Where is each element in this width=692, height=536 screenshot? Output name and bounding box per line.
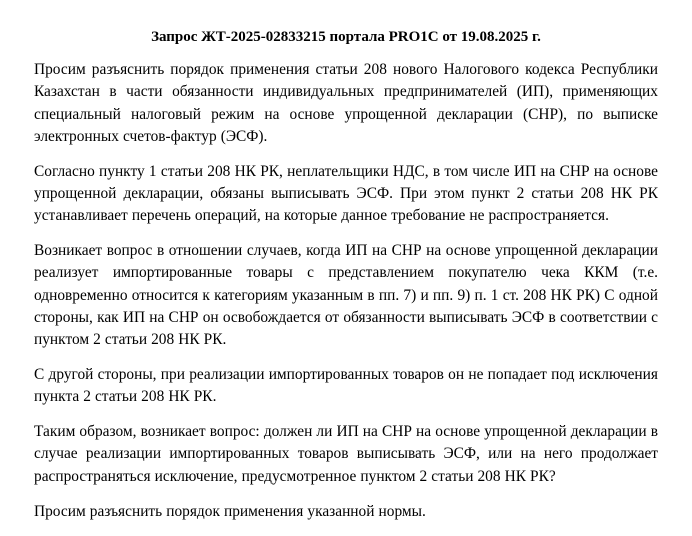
document-title: Запрос ЖТ-2025-02833215 портала PRO1C от 19.08.2025 г.: [151, 29, 541, 45]
paragraph-question-context: Возникает вопрос в отношении случаев, когда ИП на СНР на основе упрощенной декларации реализует импортированные товары с представлением покупателю чека ККМ (т.е. одновременно относится к категориям указанным в пп. 7) и пп. 9) п. 1 ст. 208 НК РК) С одной стороны, как ИП на СНР он освобождается от обязанности выписывать ЭСФ в соответствии с пунктом 2 статьи 208 НК РК.: [34, 242, 658, 349]
paragraph-closing-request: Просим разъяснить порядок применения указанной нормы.: [34, 502, 426, 520]
paragraph-article-208-norm: Согласно пункту 1 статьи 208 НК РК, неплательщики НДС, в том числе ИП на СНР на основе упрощенной декларации, обязаны выписывать ЭСФ. При этом пункт 2 статьи 208 НК РК устанавливает перечень операций, на которые данное требование не распространяется.: [34, 162, 658, 225]
paragraph-main-question: Таким образом, возникает вопрос: должен ли ИП на СНР на основе упрощенной декларации в случае реализации импортированных товаров выписывать ЭСФ, или на него продолжает распространяться исключение, предусмотренное пунктом 2 статьи 208 НК РК?: [34, 423, 658, 485]
paragraph-other-side: С другой стороны, при реализации импортированных товаров он не попадает под исключения пункта 2 статьи 208 НК РК.: [34, 366, 658, 406]
paragraph-request-intro: Просим разъяснить порядок применения статьи 208 нового Налогового кодекса Республики Казахстан в части обязанности индивидуальных предпринимателей (ИП), применяющих специальный налоговый режим на основе упрощенной декларации (СНР), по выписке электронных счетов-фактур (ЭСФ).: [34, 61, 658, 145]
